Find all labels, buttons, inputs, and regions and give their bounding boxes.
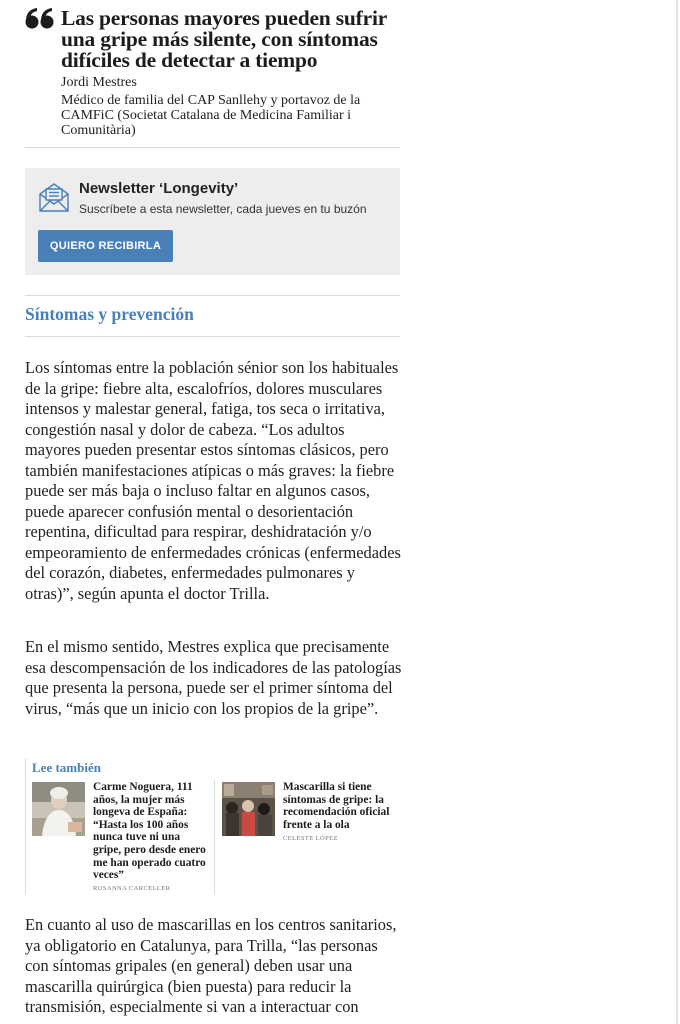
- related-thumbnail[interactable]: [32, 782, 85, 836]
- divider: [25, 147, 400, 148]
- subscribe-button[interactable]: QUIERO RECIBIRLA: [38, 230, 173, 262]
- envelope-icon: [38, 181, 70, 213]
- quote-mark-icon: [25, 8, 55, 32]
- section-heading: Síntomas y prevención: [25, 304, 194, 324]
- quote-author-role: Médico de familia del CAP Sanllehy y portavoz de la CAMFiC (Societat Catalana de Medicina Familiar i Comunitària): [61, 93, 361, 138]
- portrait-image: [32, 782, 85, 836]
- related-item-title[interactable]: Carme Noguera, 111 años, la mujer más longeva de España: “Hasta los 100 años nunca tuve ni una gripe, pero desde enero me han operado cuatro veces”: [93, 781, 206, 882]
- related-item-author: CELESTE LÓPEZ: [283, 835, 338, 842]
- related-thumbnail[interactable]: [222, 782, 275, 836]
- page-edge-rule: [676, 0, 678, 1024]
- quote-text: Las personas mayores pueden sufrir una gripe más silente, con síntomas difíciles de detectar a tiempo: [61, 6, 387, 72]
- article-paragraph: En cuanto al uso de mascarillas en los centros sanitarios, ya obligatorio en Catalunya, para Trilla, “las personas con síntomas gripales (en general) deben usar una mascarilla quirúrgica (bien puesta) para reducir la transmisión, especialmente si van a interactuar con: [25, 915, 397, 1016]
- article-paragraph: En el mismo sentido, Mestres explica que precisamente esa descompensación de los indicadores de las patologías que presenta la persona, puede ser el primer síntoma del virus, “más que un inicio con los propios de la gripe”.: [25, 637, 402, 718]
- divider: [25, 295, 400, 296]
- related-articles: [25, 758, 400, 895]
- related-heading: Lee también: [32, 760, 101, 775]
- newsletter-subtitle: Suscríbete a esta newsletter, cada jueves en tu buzón: [79, 202, 367, 216]
- related-item-author: ROSANNA CARCELLER: [93, 885, 171, 892]
- related-item-title[interactable]: Mascarilla si tiene síntomas de gripe: la recomendación oficial frente a la ola: [283, 781, 390, 831]
- quote-author: Jordi Mestres: [61, 75, 137, 90]
- divider: [25, 336, 400, 337]
- article-paragraph: Los síntomas entre la población sénior son los habituales de la gripe: fiebre alta, escalofríos, dolores musculares intensos y malestar general, fatiga, tos seca o irritativa, congestión nasal y dolor de cabeza. “Los adultos mayores pueden presentar estos síntomas clásicos, pero también manifestaciones atípicas o más graves: la fiebre puede ser más baja o incluso faltar en algunos casos, puede aparecer confusión mental o desorientación repentina, dificultad para respirar, deshidratación y/o empeoramiento de enfermedades crónicas (enfermedades del corazón, diabetes, enfermedades pulmonares y otras)”, según apunta el doctor Trilla.: [25, 358, 401, 603]
- newsletter-box: [25, 168, 400, 275]
- related-mid-rule: [214, 780, 215, 895]
- newsletter-title: Newsletter ‘Longevity’: [79, 180, 239, 197]
- crowd-image: [222, 782, 275, 836]
- related-left-rule: [25, 758, 26, 895]
